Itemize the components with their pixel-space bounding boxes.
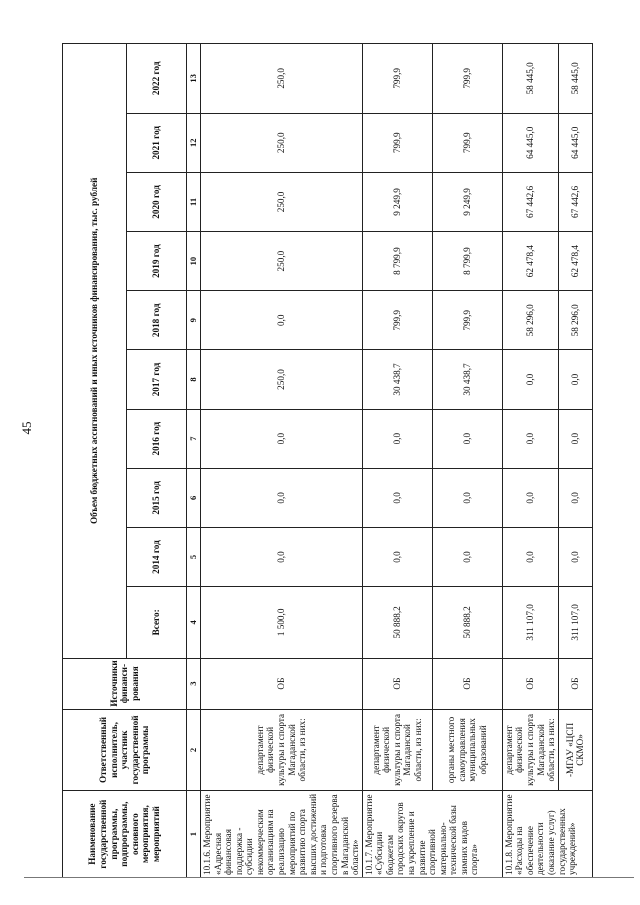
cell-total: 50 888,2 — [362, 587, 432, 658]
cell-2015: 0,0 — [432, 468, 502, 527]
scan-edge-line — [24, 877, 634, 878]
cell-2022: 799,9 — [362, 44, 432, 114]
table-row — [362, 44, 432, 878]
table-row — [432, 44, 502, 878]
col-num: 4 — [187, 587, 201, 658]
table-row — [502, 44, 558, 878]
cell-total: 311 107,0 — [558, 587, 592, 658]
col-num: 12 — [187, 113, 201, 172]
cell-2015: 0,0 — [201, 468, 363, 527]
cell-total: 1 500,0 — [201, 587, 363, 658]
cell-2022: 58 445,0 — [558, 44, 592, 114]
cell-2019: 8 799,9 — [362, 232, 432, 291]
header-year-2017: 2017 год — [127, 350, 187, 409]
col-num: 3 — [187, 658, 201, 709]
cell-2017: 0,0 — [558, 350, 592, 409]
cell-2017: 30 438,7 — [362, 350, 432, 409]
cell-2014: 0,0 — [201, 527, 363, 586]
col-num: 10 — [187, 232, 201, 291]
cell-2015: 0,0 — [502, 468, 558, 527]
row-source: ОБ — [432, 658, 502, 709]
cell-2014: 0,0 — [432, 527, 502, 586]
header-total: Всего: — [127, 587, 187, 658]
cell-2015: 0,0 — [362, 468, 432, 527]
header-year-2016: 2016 год — [127, 409, 187, 468]
header-year-2021: 2021 год — [127, 113, 187, 172]
cell-2020: 67 442,6 — [558, 172, 592, 231]
cell-2021: 799,9 — [362, 113, 432, 172]
funding-table — [62, 43, 593, 878]
col-num: 13 — [187, 44, 201, 114]
cell-2017: 250,0 — [201, 350, 363, 409]
cell-2018: 58 296,0 — [558, 291, 592, 350]
rotated-table-container — [62, 43, 586, 878]
cell-2017: 0,0 — [502, 350, 558, 409]
cell-2020: 67 442,6 — [502, 172, 558, 231]
header-year-2020: 2020 год — [127, 172, 187, 231]
cell-2018: 799,9 — [432, 291, 502, 350]
cell-2016: 0,0 — [201, 409, 363, 468]
cell-2021: 250,0 — [201, 113, 363, 172]
row-name: 10.1.7. Мероприятие «Субсидии бюджетам городских округов на укрепление и развитие спортивной материально-технической базы зимних видов спорта» — [362, 791, 502, 878]
page-number: 45 — [19, 421, 34, 435]
col-num: 1 — [187, 791, 201, 878]
header-year-2015: 2015 год — [127, 468, 187, 527]
row-executor: департамент физической культуры и спорта Магаданской области, из них: — [201, 709, 363, 791]
row-source: ОБ — [502, 658, 558, 709]
col-num: 5 — [187, 527, 201, 586]
cell-2017: 30 438,7 — [432, 350, 502, 409]
cell-2020: 9 249,9 — [432, 172, 502, 231]
row-executor: департамент физической культуры и спорта Магаданской области, из них: — [502, 709, 558, 791]
cell-2018: 58 296,0 — [502, 291, 558, 350]
header-source: Источники финанси-рования — [63, 658, 187, 709]
header-executor: Ответственный исполнитель, участник государственной программы — [63, 709, 187, 791]
cell-2021: 64 445,0 — [502, 113, 558, 172]
header-year-2022: 2022 год — [127, 44, 187, 114]
row-executor: органы местного самоуправления муниципальных образований — [432, 709, 502, 791]
header-funding: Объем бюджетных ассигнований и иных источников финансирования, тыс. рублей — [63, 44, 127, 659]
cell-2018: 0,0 — [201, 291, 363, 350]
row-executor: департамент физической культуры и спорта Магаданской области, из них: — [362, 709, 432, 791]
row-executor: -МГАУ «ЦСП СКМО» — [558, 709, 592, 791]
cell-2016: 0,0 — [502, 409, 558, 468]
cell-2022: 58 445,0 — [502, 44, 558, 114]
cell-2020: 9 249,9 — [362, 172, 432, 231]
header-year-2014: 2014 год — [127, 527, 187, 586]
cell-2016: 0,0 — [558, 409, 592, 468]
header-row — [63, 44, 127, 878]
col-num: 11 — [187, 172, 201, 231]
col-num: 9 — [187, 291, 201, 350]
table-row — [558, 44, 592, 878]
col-num: 6 — [187, 468, 201, 527]
cell-2016: 0,0 — [362, 409, 432, 468]
header-name: Наименование государственной программы, подпрограммы, основного мероприятия, мероприятий — [63, 791, 187, 878]
cell-2021: 64 445,0 — [558, 113, 592, 172]
cell-total: 50 888,2 — [432, 587, 502, 658]
header-year-2019: 2019 год — [127, 232, 187, 291]
header-year-2018: 2018 год — [127, 291, 187, 350]
row-source: ОБ — [362, 658, 432, 709]
cell-2014: 0,0 — [362, 527, 432, 586]
table-row — [201, 44, 363, 878]
cell-2014: 0,0 — [502, 527, 558, 586]
cell-2019: 62 478,4 — [558, 232, 592, 291]
cell-total: 311 107,0 — [502, 587, 558, 658]
cell-2020: 250,0 — [201, 172, 363, 231]
cell-2015: 0,0 — [558, 468, 592, 527]
cell-2019: 62 478,4 — [502, 232, 558, 291]
cell-2019: 250,0 — [201, 232, 363, 291]
col-num: 7 — [187, 409, 201, 468]
cell-2014: 0,0 — [558, 527, 592, 586]
cell-2018: 799,9 — [362, 291, 432, 350]
row-source: ОБ — [201, 658, 363, 709]
cell-2022: 250,0 — [201, 44, 363, 114]
row-source: ОБ — [558, 658, 592, 709]
col-num: 8 — [187, 350, 201, 409]
cell-2019: 8 799,9 — [432, 232, 502, 291]
column-number-row — [187, 44, 201, 878]
row-name: 10.1.8. Мероприятие «Расходы на обеспечение деятельности (оказание услуг) государственных учреждений» — [502, 791, 592, 878]
col-num: 2 — [187, 709, 201, 791]
cell-2021: 799,9 — [432, 113, 502, 172]
row-name: 10.1.6. Мероприятие «Адресная финансовая поддержка - субсидии некоммерческим организациям на реализацию мероприятий по развитию спорта высших достижений и подготовка спортивного резерва в Магаданской области» — [201, 791, 363, 878]
cell-2022: 799,9 — [432, 44, 502, 114]
cell-2016: 0,0 — [432, 409, 502, 468]
